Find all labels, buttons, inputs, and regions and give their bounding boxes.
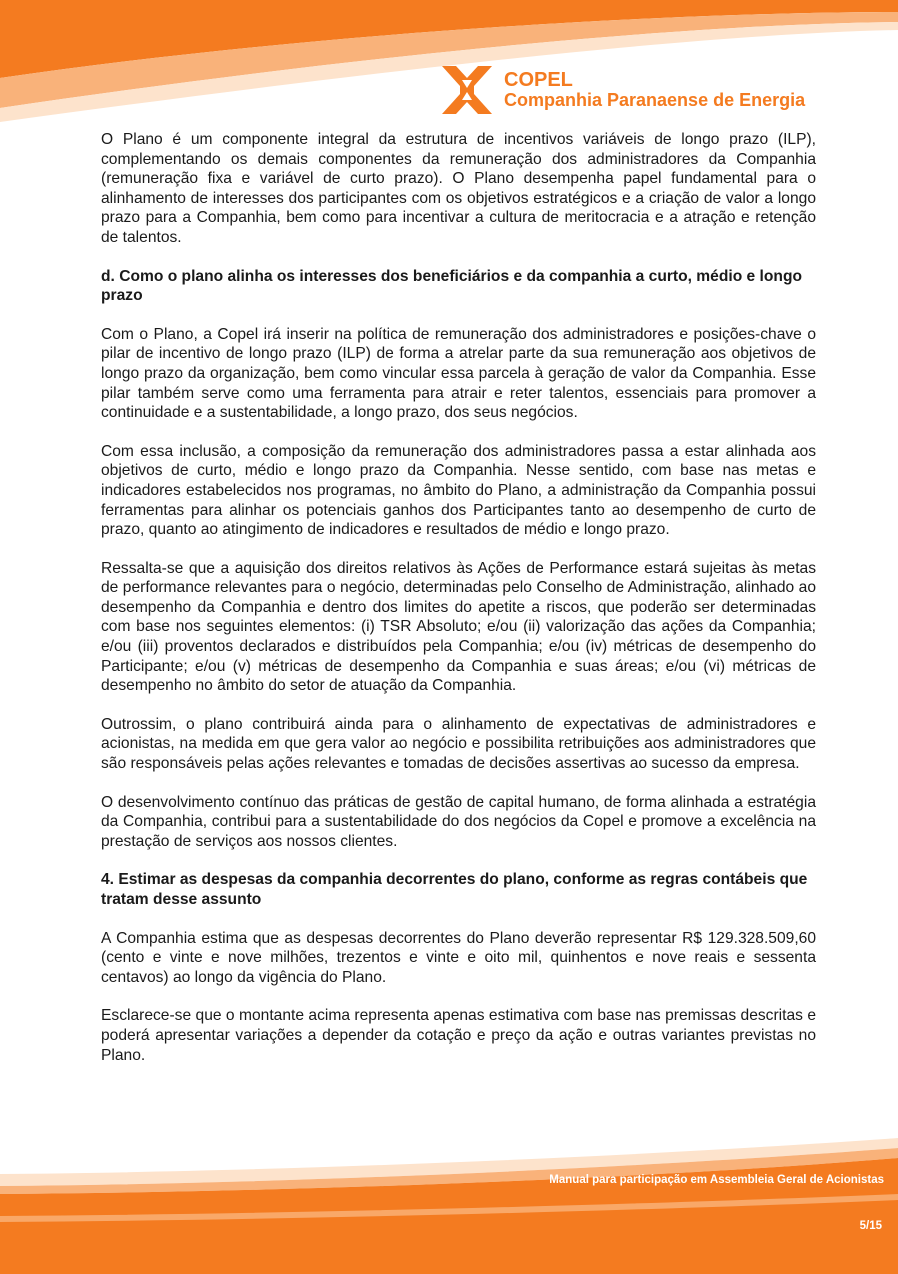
paragraph-composition: Com essa inclusão, a composição da remuneração dos administradores passa a estar alinhada aos objetivos de curto, médio e longo prazo da Companhia. Nesse sentido, com base nas metas e indicadores estabelecidos nos programas, no âmbito do Plano, a administração da Companhia possui ferramentas para alinhar os potenciais ganhos dos Participantes tanto ao desempenho de curto de prazo, quanto ao atingimento de indicadores e resultados de médio e longo prazo. (101, 442, 816, 539)
logo-text (504, 70, 805, 110)
paragraph-alignment: Outrossim, o plano contribuirá ainda para o alinhamento de expectativas de administradores e acionistas, na medida em que gera valor ao negócio e possibilita retribuições aos administradores que são responsáveis pelas ações relevantes e tomadas de decisões assertivas ao sucesso da empresa. (101, 715, 816, 773)
footer-title: Manual para participação em Assembleia Geral de Acionistas (549, 1174, 884, 1186)
paragraph-expense-estimate: A Companhia estima que as despesas decorrentes do Plano deverão representar R$ 129.328.509,60 (cento e vinte e nove milhões, trezentos e vinte e oito mil, quinhentos e nove reais e sessenta centavos) ao longo da vigência do Plano. (101, 929, 816, 986)
section-heading-4: 4. Estimar as despesas da companhia decorrentes do plano, conforme as regras contábeis que tratam desse assunto (101, 871, 808, 908)
paragraph-human-capital: O desenvolvimento contínuo das práticas de gestão de capital humano, de forma alinhada a estratégia da Companhia, contribui para a sustentabilidade do dos negócios da Copel e promove a excelência na prestação de serviços aos nossos clientes. (101, 793, 816, 850)
paragraph-performance-shares: Ressalta-se que a aquisição dos direitos relativos às Ações de Performance estará sujeitas às metas de performance relevantes para o negócio, determinadas pelo Conselho de Administração, alinhado ao desempenho da Companhia e dentro dos limites do apetite a riscos, que poderão ser determinadas com base nos seguintes elementos: (i) TSR Absoluto; e/ou (ii) valorização das ações da Companhia; e/ou (iii) proventos declarados e distribuídos pela Companhia; e/ou (iv) métricas de desempenho do Participante; e/ou (v) métricas de desempenho da Companhia e suas áreas; e/ou (vi) métricas de desempenho no âmbito do setor de atuação da Companhia. (101, 559, 816, 695)
document-body (101, 130, 816, 1065)
section-heading-d: d. Como o plano alinha os interesses dos beneficiários e da companhia a curto, médio e longo prazo (101, 267, 802, 305)
paragraph-estimate-disclaimer: Esclarece-se que o montante acima representa apenas estimativa com base nas premissas descritas e poderá apresentar variações a depender da cotação e preço da ação e outras variantes previstas no Plano. (101, 1007, 816, 1064)
copel-logo (440, 64, 805, 116)
paragraph-ilp-policy: Com o Plano, a Copel irá inserir na política de remuneração dos administradores e posições-chave o pilar de incentivo de longo prazo (ILP) de forma a atrelar parte da sua remuneração aos objetivos de longo prazo da organização, bem como vincular essa parcela à geração de valor da Companhia. Esse pilar também serve como uma ferramenta para atrair e reter talentos, essenciais para promover a continuidade e a sustentabilidade, a longo prazo, dos seus negócios. (101, 325, 816, 422)
copel-logo-icon (440, 64, 494, 116)
logo-name: COPEL (504, 69, 573, 91)
logo-full-name: Companhia Paranaense de Energia (504, 90, 806, 110)
page-number: 5/15 (859, 1220, 882, 1232)
footer-swoosh (0, 1120, 898, 1274)
paragraph-plan-overview: O Plano é um componente integral da estrutura de incentivos variáveis de longo prazo (ILP), complementando os demais componentes da remuneração dos administradores da Companhia (remuneração fixa e variável de curto prazo). O Plano desempenha papel fundamental para o alinhamento de interesses dos participantes com os objetivos estratégicos e a criação de valor a longo prazo para a Companhia, bem como para incentivar a cultura de meritocracia e a atração e retenção de talentos. (101, 131, 816, 246)
